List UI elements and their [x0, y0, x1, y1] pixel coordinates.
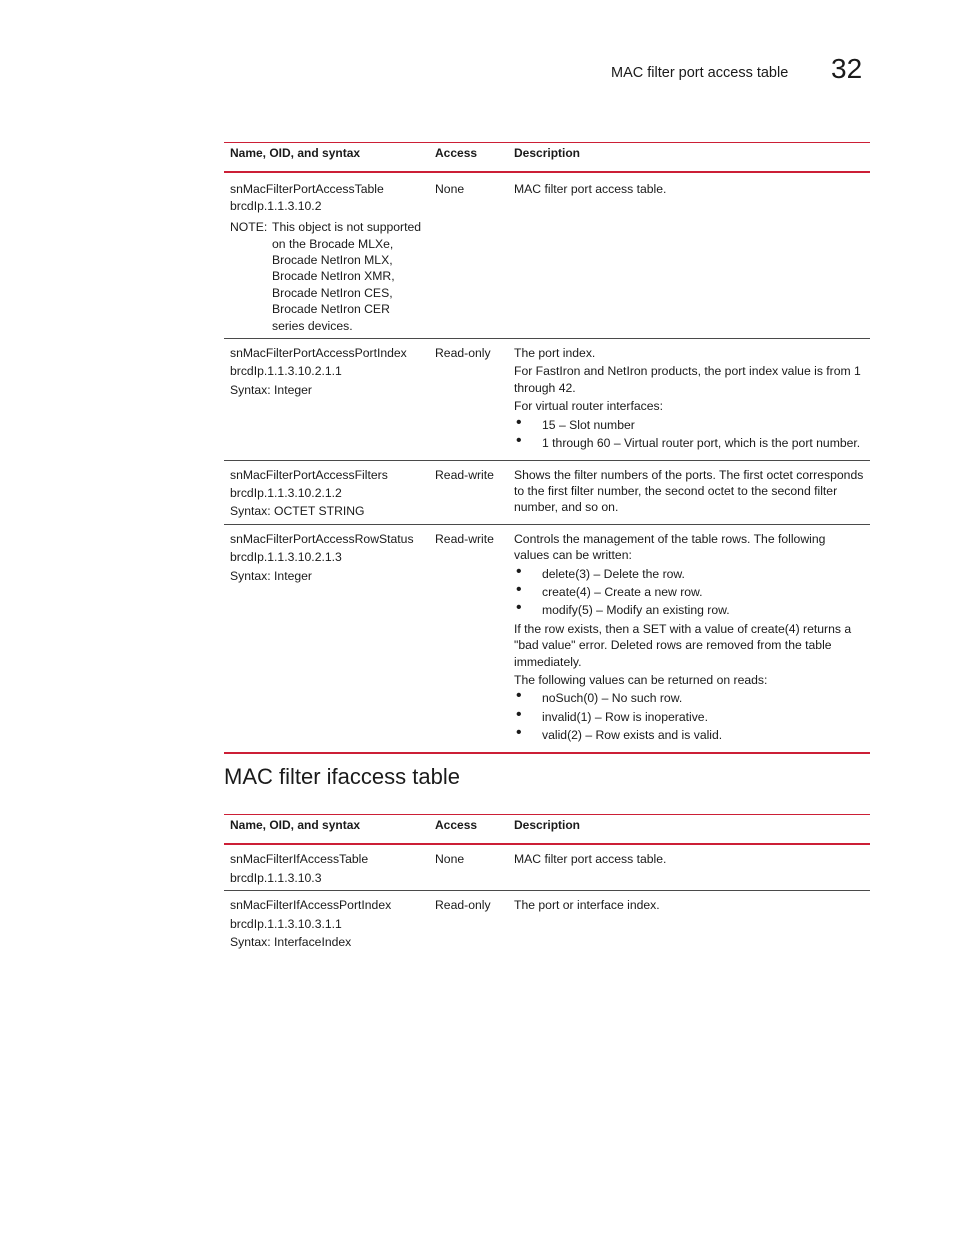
description-paragraph: For virtual router interfaces:	[514, 399, 664, 414]
object-name: snMacFilterPortAccessRowStatus	[230, 531, 414, 546]
bullet-list	[514, 417, 864, 452]
list-item: • 15 – Slot number	[514, 417, 864, 433]
list-item: • 1 through 60 – Virtual router port, which is the port number.	[514, 435, 864, 451]
list-item: • invalid(1) – Row is inoperative.	[514, 709, 864, 725]
object-oid: brcdIp.1.1.3.10.3	[230, 870, 322, 885]
cell-access: Read-write	[435, 467, 494, 482]
cell-description: MAC filter port access table.	[514, 852, 667, 867]
table-row	[224, 339, 870, 460]
object-oid: brcdIp.1.1.3.10.2.1.3	[230, 550, 342, 565]
list-item: • modify(5) – Modify an existing row.	[514, 602, 864, 618]
description-paragraph: For FastIron and NetIron products, the port index value is from 1 through 42.	[514, 364, 861, 395]
bullet-list	[514, 690, 864, 743]
col-header-access: Access	[435, 146, 478, 160]
chapter-number: 32	[831, 53, 863, 84]
description-paragraph: The port index.	[514, 346, 596, 361]
object-name: snMacFilterPortAccessPortIndex	[230, 346, 407, 361]
cell-access: None	[435, 182, 465, 197]
object-syntax: Syntax: Integer	[230, 568, 312, 583]
cell-access: Read-write	[435, 531, 494, 546]
object-oid: brcdIp.1.1.3.10.2.1.1	[230, 364, 342, 379]
list-item: • create(4) – Create a new row.	[514, 584, 864, 600]
description-paragraph: The following values can be returned on reads:	[514, 672, 768, 687]
cell-description	[508, 339, 870, 460]
table-header-row	[224, 143, 870, 173]
note-block	[230, 219, 423, 334]
cell-name	[224, 891, 429, 955]
list-item: • noSuch(0) – No such row.	[514, 690, 864, 706]
ifaccess-table	[224, 814, 870, 954]
list-item: • valid(2) – Row exists and is valid.	[514, 727, 864, 743]
object-name: snMacFilterPortAccessTable	[230, 182, 384, 197]
cell-description: Shows the filter numbers of the ports. The first octet corresponds to the first filter number, the second octet to the second filter number, and so on.	[514, 467, 864, 515]
object-name: snMacFilterIfAccessTable	[230, 852, 369, 867]
object-syntax: Syntax: InterfaceIndex	[230, 935, 352, 950]
note-text: This object is not supported on the Brocade MLXe, Brocade NetIron MLX, Brocade NetIron XMR, Brocade NetIron CES, Brocade NetIron CER series devices.	[272, 220, 422, 333]
section-heading: MAC filter ifaccess table	[224, 764, 460, 789]
object-oid: brcdIp.1.1.3.10.3.1.1	[230, 916, 342, 931]
col-header-name: Name, OID, and syntax	[230, 146, 361, 160]
note-label: NOTE:	[230, 220, 268, 235]
cell-description: MAC filter port access table.	[514, 182, 667, 197]
cell-description: The port or interface index.	[514, 898, 660, 913]
cell-name	[224, 460, 429, 524]
cell-name	[224, 339, 429, 460]
cell-name	[224, 524, 429, 752]
object-syntax: Syntax: Integer	[230, 382, 312, 397]
running-header-title: MAC filter port access table	[611, 65, 789, 81]
list-item: • delete(3) – Delete the row.	[514, 566, 864, 582]
table-row	[224, 844, 870, 890]
col-header-description: Description	[514, 146, 581, 160]
cell-description	[508, 524, 870, 752]
table-row	[224, 524, 870, 752]
col-header-name: Name, OID, and syntax	[230, 818, 361, 832]
table-row	[224, 460, 870, 524]
object-oid: brcdIp.1.1.3.10.2.1.2	[230, 485, 342, 500]
object-oid: brcdIp.1.1.3.10.2	[230, 198, 322, 213]
table-row	[224, 891, 870, 955]
object-syntax: Syntax: OCTET STRING	[230, 504, 365, 519]
col-header-description: Description	[514, 818, 581, 832]
cell-access: Read-only	[435, 346, 491, 361]
bullet-list	[514, 566, 864, 619]
table-row	[224, 172, 870, 338]
object-name: snMacFilterIfAccessPortIndex	[230, 898, 392, 913]
description-paragraph: Controls the management of the table rows. The following values can be written:	[514, 531, 826, 563]
object-name: snMacFilterPortAccessFilters	[230, 467, 388, 482]
cell-access: None	[435, 852, 465, 867]
description-paragraph: If the row exists, then a SET with a value of create(4) returns a "bad value" error. Deleted rows are removed from the table immediately.	[514, 621, 852, 669]
table-header-row	[224, 815, 870, 845]
port-access-table	[224, 142, 870, 754]
cell-name	[224, 844, 429, 890]
cell-name	[224, 172, 429, 338]
col-header-access: Access	[435, 818, 478, 832]
cell-access: Read-only	[435, 898, 491, 913]
